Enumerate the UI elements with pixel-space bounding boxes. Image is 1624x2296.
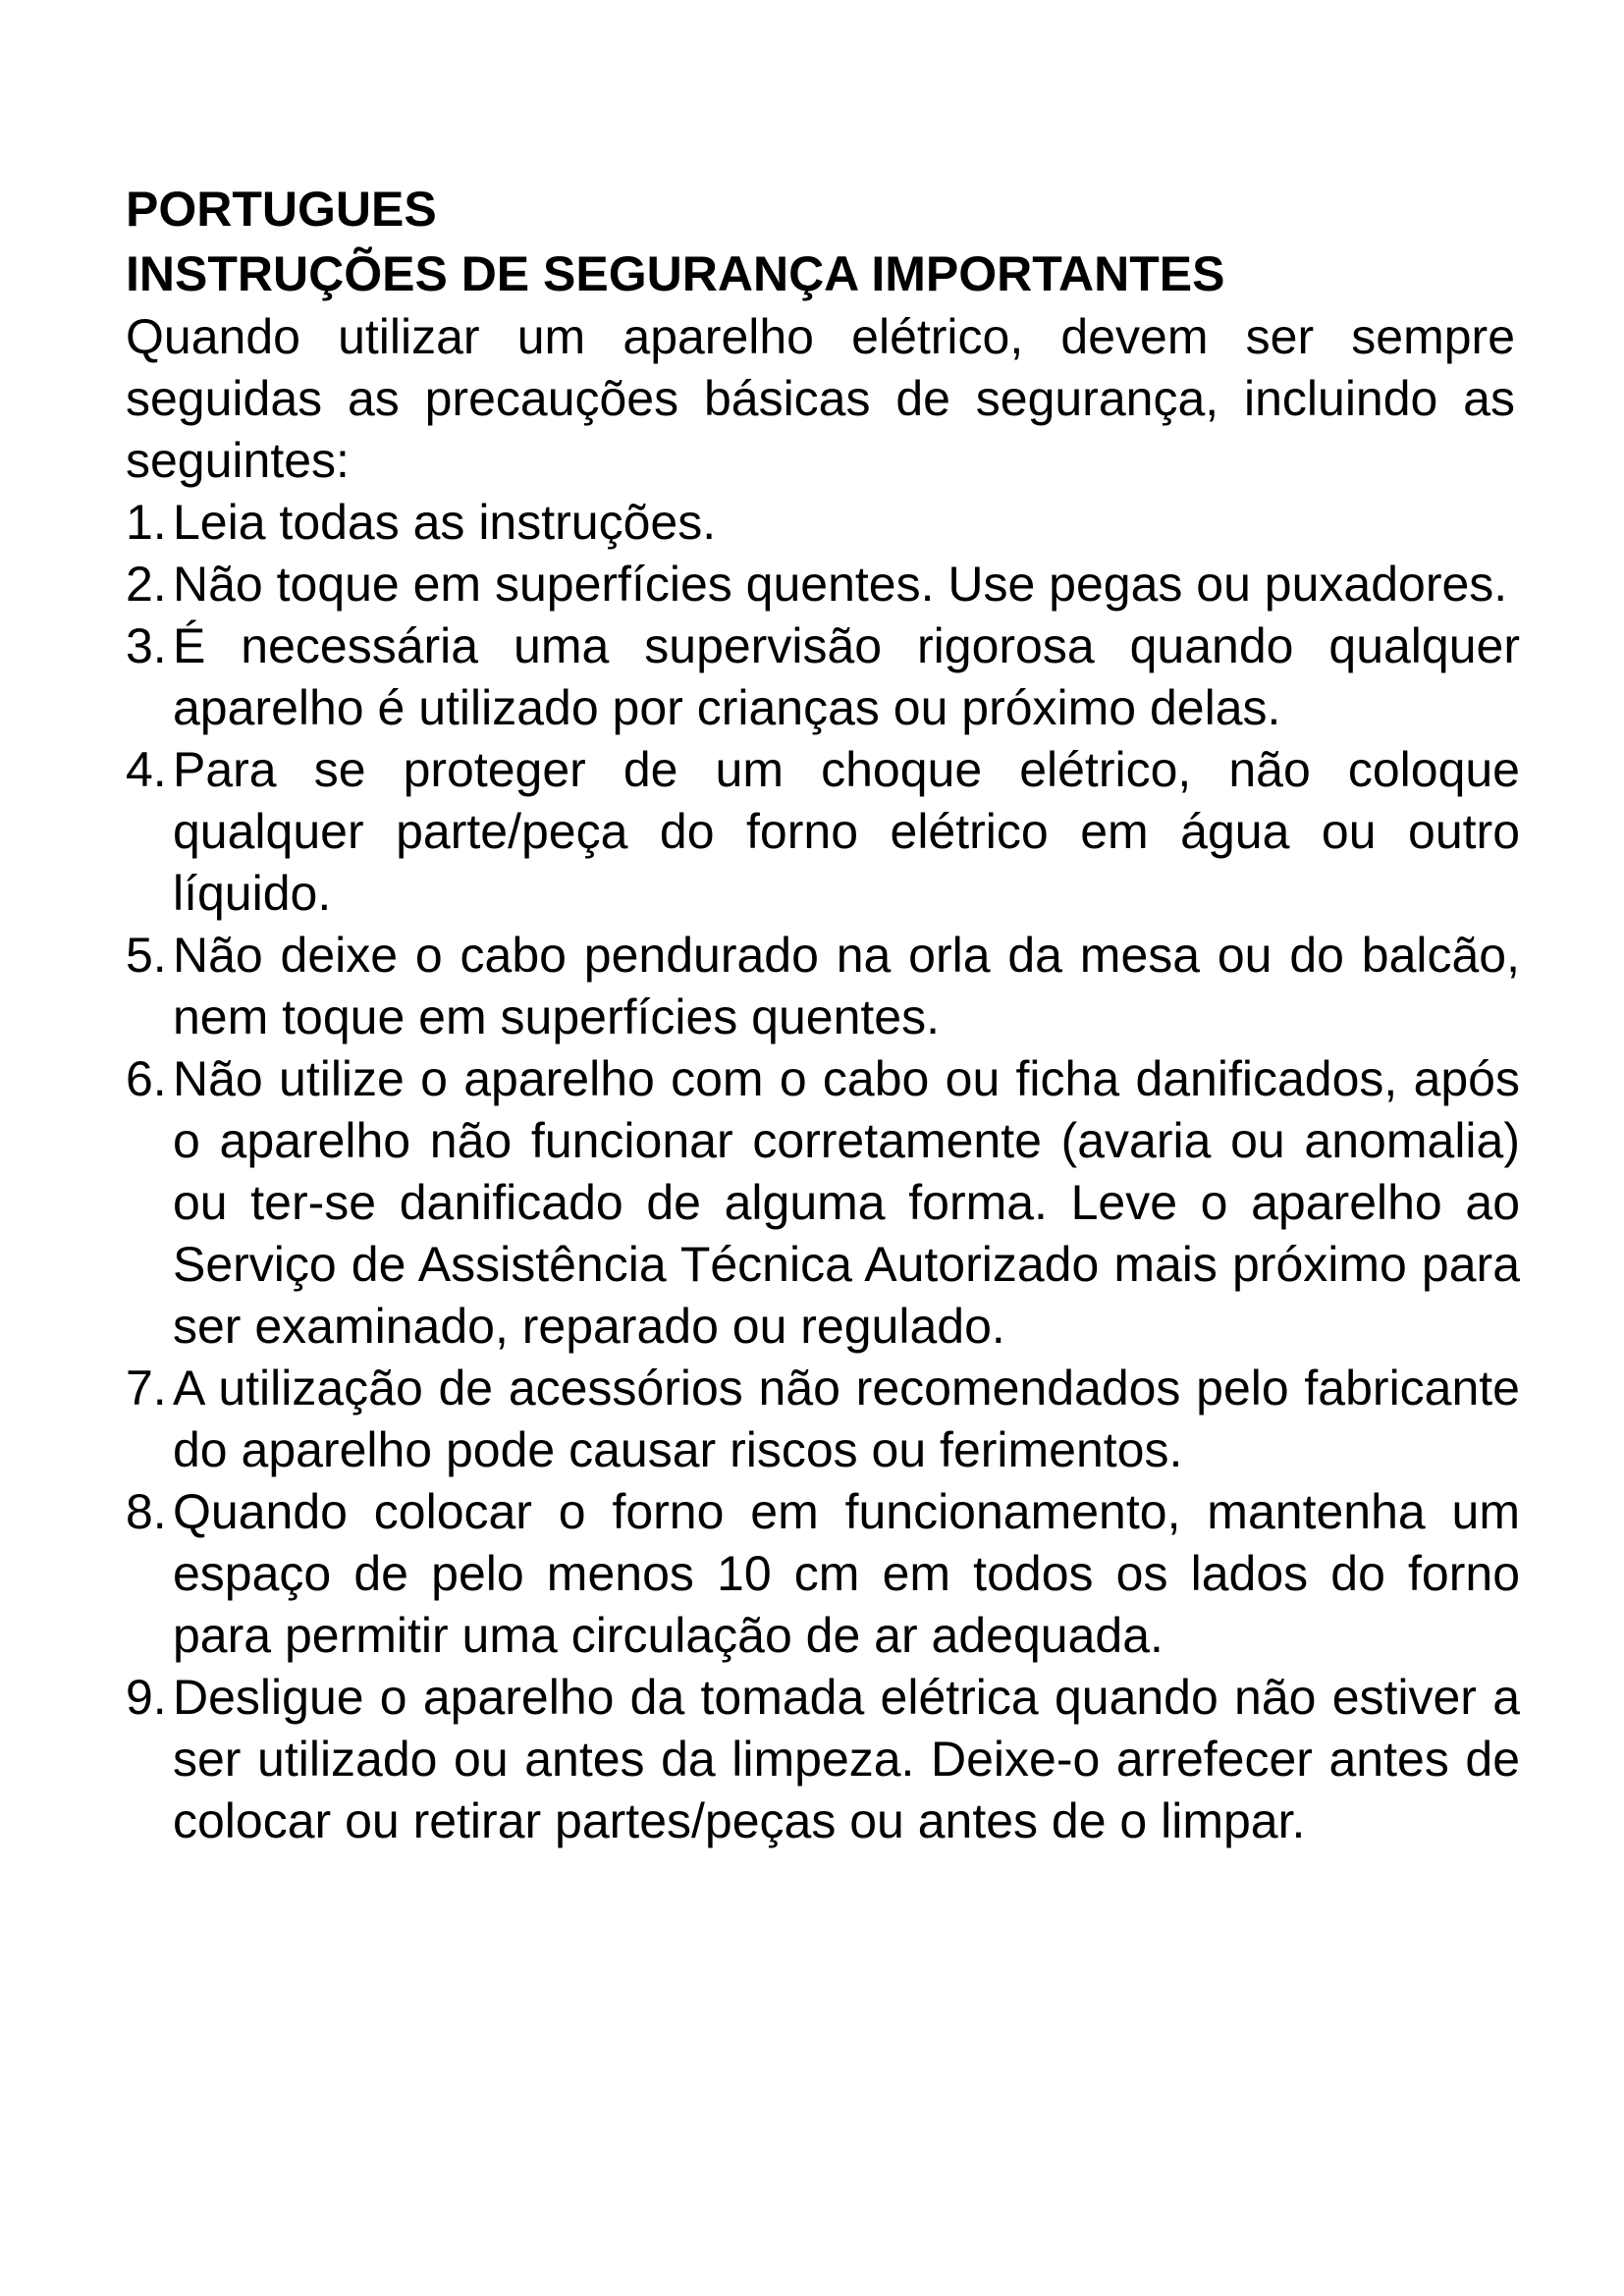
item-number: 6.	[126, 1051, 167, 1106]
list-item	[126, 1048, 1559, 1358]
list-item	[126, 492, 1559, 554]
item-number: 7.	[126, 1361, 167, 1415]
list-item	[126, 1667, 1559, 1852]
list-item	[126, 615, 1559, 739]
item-number: 1.	[126, 495, 167, 550]
item-number: 3.	[126, 618, 167, 673]
item-text: Não utilize o aparelho com o cabo ou ficha danificados, após o aparelho não funcionar corretamente (avaria ou anomalia) ou ter-se danificado de alguma forma. Leve o aparelho ao Serviço de Assistência Técnica Autorizado mais próximo para ser examinado, reparado ou regulado.	[173, 1051, 1520, 1354]
list-item	[126, 1481, 1559, 1667]
intro-paragraph: Quando utilizar um aparelho elétrico, devem ser sempre seguidas as precauções básicas de segurança, incluindo as seguintes:	[126, 309, 1515, 488]
item-text: É necessária uma supervisão rigorosa quando qualquer aparelho é utilizado por crianças ou próximo delas.	[173, 618, 1520, 735]
list-item	[126, 925, 1559, 1048]
item-text: A utilização de acessórios não recomendados pelo fabricante do aparelho pode causar riscos ou ferimentos.	[173, 1361, 1520, 1477]
item-text: Desligue o aparelho da tomada elétrica quando não estiver a ser utilizado ou antes da limpeza. Deixe-o arrefecer antes de colocar ou retirar partes/peças ou antes de o limpar.	[173, 1670, 1520, 1848]
document-title: INSTRUÇÕES DE SEGURANÇA IMPORTANTES	[126, 246, 1225, 301]
item-number: 5.	[126, 928, 167, 983]
item-text: Quando colocar o forno em funcionamento, mantenha um espaço de pelo menos 10 cm em todos os lados do forno para permitir uma circulação de ar adequada.	[173, 1484, 1520, 1663]
document-page	[126, 177, 1559, 1852]
language-heading: PORTUGUES	[126, 182, 437, 237]
list-item	[126, 739, 1559, 925]
item-number: 8.	[126, 1484, 167, 1539]
item-text: Não toque em superfícies quentes. Use pegas ou puxadores.	[173, 557, 1508, 612]
item-number: 4.	[126, 742, 167, 797]
list-item	[126, 554, 1559, 615]
safety-instructions-list	[126, 492, 1559, 1852]
item-number: 2.	[126, 557, 167, 612]
item-text: Leia todas as instruções.	[173, 495, 717, 550]
list-item	[126, 1358, 1559, 1481]
item-number: 9.	[126, 1670, 167, 1725]
item-text: Para se proteger de um choque elétrico, não coloque qualquer parte/peça do forno elétrico em água ou outro líquido.	[173, 742, 1520, 921]
item-text: Não deixe o cabo pendurado na orla da mesa ou do balcão, nem toque em superfícies quentes.	[173, 928, 1520, 1044]
